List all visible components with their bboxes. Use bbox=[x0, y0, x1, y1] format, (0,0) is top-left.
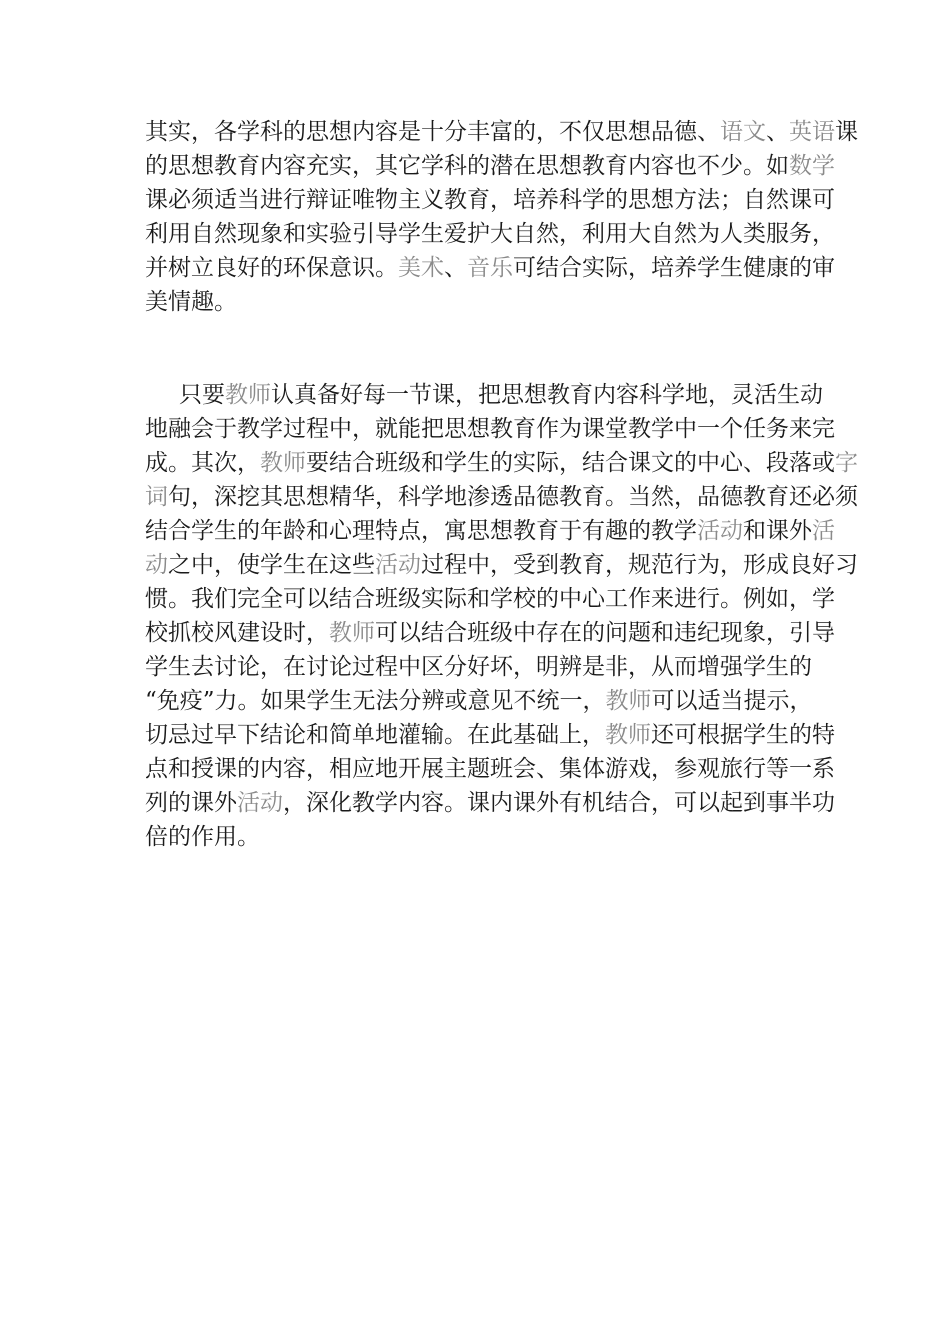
text-run: 倍的作用。 bbox=[145, 824, 260, 850]
text-run: 地融会于教学过程中，就能把思想教育作为课堂教学中一个任务来完 bbox=[145, 416, 835, 442]
text-line bbox=[145, 285, 810, 319]
highlighted-link-term[interactable]: 英语 bbox=[789, 119, 835, 145]
text-line bbox=[145, 616, 835, 650]
text-run: ，深化教学内容。课内课外有机结合，可以起到事半功 bbox=[283, 790, 835, 816]
text-line bbox=[145, 251, 835, 285]
highlighted-link-term[interactable]: 教师 bbox=[225, 382, 271, 408]
text-run: 成。其次， bbox=[145, 450, 260, 476]
text-line bbox=[145, 582, 835, 616]
text-run: 利用自然现象和实验引导学生爱护大自然，利用大自然为人类服务， bbox=[145, 221, 835, 247]
text-line bbox=[145, 378, 823, 412]
text-run: 惯。我们完全可以结合班级实际和学校的中心工作来进行。例如，学 bbox=[145, 586, 835, 612]
text-run: 过程中，受到教育，规范行为，形成良好习 bbox=[421, 552, 858, 578]
text-line bbox=[145, 480, 858, 514]
text-run: 认真备好每一节课，把思想教育内容科学地，灵活生动 bbox=[271, 382, 823, 408]
highlighted-link-term[interactable]: 字 bbox=[835, 450, 858, 476]
text-run: 其实，各学科的思想内容是十分丰富的，不仅思想品德、 bbox=[145, 119, 720, 145]
text-line bbox=[145, 820, 810, 854]
text-run: 句，深挖其思想精华，科学地渗透品德教育。当然，品德教育还必须 bbox=[168, 484, 858, 510]
text-run: 可以结合班级中存在的问题和违纪现象，引导 bbox=[375, 620, 835, 646]
text-run: 可以适当提示， bbox=[651, 688, 813, 714]
text-run: 可结合实际，培养学生健康的审 bbox=[513, 255, 835, 281]
text-run: 课必须适当进行辩证唯物主义教育，培养科学的思想方法；自然课可 bbox=[145, 187, 835, 213]
text-line bbox=[145, 684, 813, 718]
text-run: 还可根据学生的特 bbox=[651, 722, 835, 748]
text-run: “免疫”力。如果学生无法分辨或意见不统一， bbox=[145, 688, 606, 714]
paragraph-subject-content bbox=[145, 115, 858, 319]
text-run: 的思想教育内容充实，其它学科的潜在思想教育内容也不少。如 bbox=[145, 153, 789, 179]
highlighted-link-term[interactable]: 活 bbox=[812, 518, 835, 544]
text-run: 校抓校风建设时， bbox=[145, 620, 329, 646]
highlighted-link-term[interactable]: 教师 bbox=[260, 450, 306, 476]
text-line bbox=[145, 217, 835, 251]
text-run: 、 bbox=[444, 255, 467, 281]
text-run: 之中，使学生在这些 bbox=[168, 552, 375, 578]
text-run: 切忌过早下结论和简单地灌输。在此基础上， bbox=[145, 722, 605, 748]
text-run: 点和授课的内容，相应地开展主题班会、集体游戏，参观旅行等一系 bbox=[145, 756, 835, 782]
text-run: 结合学生的年龄和心理特点，寓思想教育于有趣的教学 bbox=[145, 518, 697, 544]
text-line bbox=[145, 786, 835, 820]
text-run: 学生去讨论，在讨论过程中区分好坏，明辨是非，从而增强学生的 bbox=[145, 654, 812, 680]
text-run: 、 bbox=[766, 119, 789, 145]
text-line bbox=[145, 514, 835, 548]
text-line bbox=[145, 149, 835, 183]
highlighted-link-term[interactable]: 美术 bbox=[398, 255, 444, 281]
highlighted-link-term[interactable]: 语文 bbox=[720, 119, 766, 145]
highlighted-link-term[interactable]: 动 bbox=[145, 552, 168, 578]
text-run: 只要 bbox=[179, 382, 225, 408]
highlighted-link-term[interactable]: 教师 bbox=[605, 722, 651, 748]
highlighted-link-term[interactable]: 词 bbox=[145, 484, 168, 510]
highlighted-link-term[interactable]: 活动 bbox=[237, 790, 283, 816]
text-run: 并树立良好的环保意识。 bbox=[145, 255, 398, 281]
text-run: 和课外 bbox=[743, 518, 812, 544]
highlighted-link-term[interactable]: 活动 bbox=[697, 518, 743, 544]
text-line bbox=[145, 412, 835, 446]
highlighted-link-term[interactable]: 数学 bbox=[789, 153, 835, 179]
highlighted-link-term[interactable]: 教师 bbox=[605, 688, 652, 714]
paragraph-teacher-guidance bbox=[145, 378, 858, 854]
text-run: 课 bbox=[835, 119, 858, 145]
highlighted-link-term[interactable]: 教师 bbox=[329, 620, 375, 646]
text-line bbox=[145, 650, 810, 684]
text-line bbox=[145, 183, 835, 217]
text-line bbox=[145, 115, 858, 149]
text-line bbox=[145, 548, 858, 582]
text-run: 要结合班级和学生的实际，结合课文的中心、段落或 bbox=[306, 450, 835, 476]
highlighted-link-term[interactable]: 音乐 bbox=[467, 255, 513, 281]
text-line bbox=[145, 446, 858, 480]
text-run: 美情趣。 bbox=[145, 289, 237, 315]
highlighted-link-term[interactable]: 活动 bbox=[375, 552, 421, 578]
text-line bbox=[145, 752, 835, 786]
text-line bbox=[145, 718, 835, 752]
text-run: 列的课外 bbox=[145, 790, 237, 816]
